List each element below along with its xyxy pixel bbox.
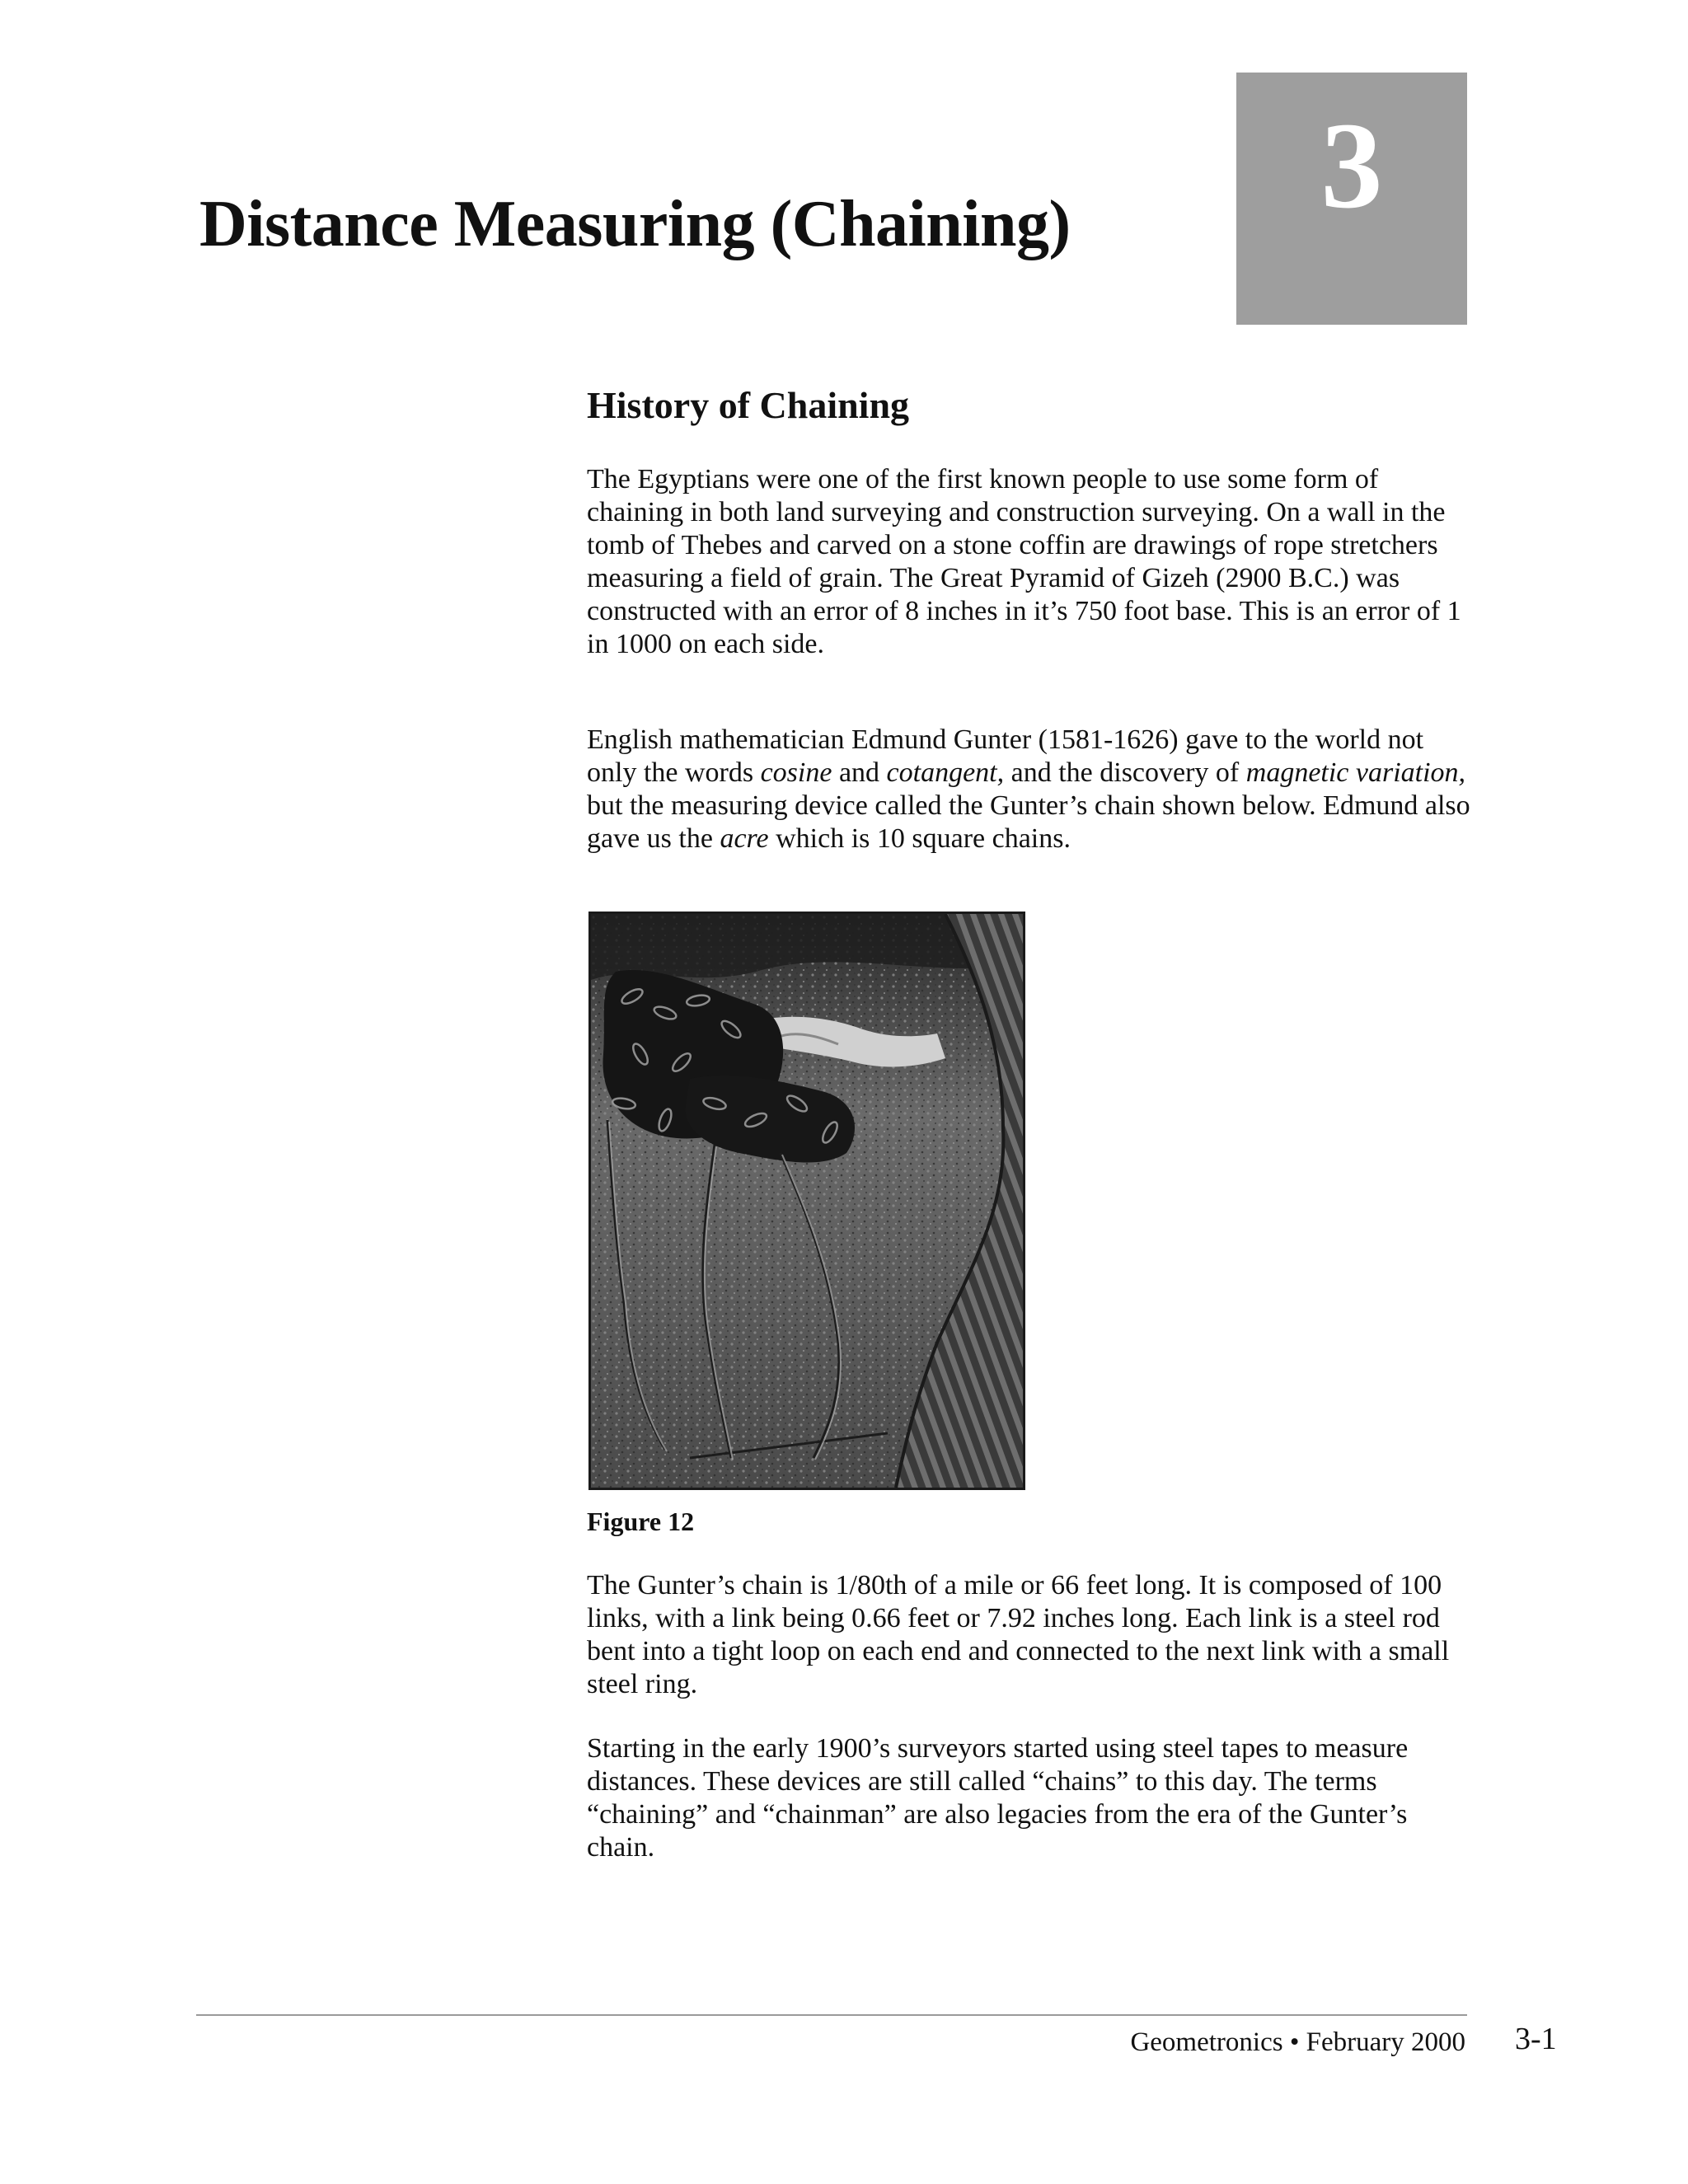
gunter-text-b: and <box>832 757 887 788</box>
figure-caption: Figure 12 <box>587 1507 695 1536</box>
chapter-number-box <box>1236 73 1467 325</box>
footer-divider <box>196 2014 1467 2016</box>
paragraph-egyptians: The Egyptians were one of the first known people to use some form of chaining in both land surveying and construction surveying. On a wall in the tomb of Thebes and carved on a stone coffin are drawings of rope stretchers measuring a field of grain. The Great Pyramid of Gizeh (2900 B.C.) was constructed with an error of 8 inches in it’s 750 foot base. This is an error of 1 in 1000 on each side. <box>587 464 1461 659</box>
term-cotangent: cotangent, <box>886 757 1005 788</box>
gunter-text-e: which is 10 square chains. <box>768 823 1071 854</box>
footer-publication: Geometronics • February 2000 <box>1130 2027 1465 2057</box>
page-number: 3-1 <box>1515 2022 1557 2056</box>
chapter-title: Distance Measuring (Chaining) <box>199 188 1071 260</box>
gunter-text-c: and the discovery of <box>1004 757 1246 788</box>
gunter-text-d: but the measuring device called the Gunter’s chain shown below. Edmund also gave us the <box>587 790 1470 854</box>
term-magnetic-variation: magnetic variation, <box>1245 757 1466 788</box>
figure-gunters-chain-photo <box>588 912 1025 1490</box>
paragraph-chain-length: The Gunter’s chain is 1/80th of a mile or 66 feet long. It is composed of 100 links, with a link being 0.66 feet or 7.92 inches long. Each link is a steel rod bent into a tight loop on each end and connected to the next link with a small steel ring. <box>587 1570 1450 1699</box>
gunter-text-a: English mathematician Edmund Gunter (1581-1626) gave to the world not only the words <box>587 724 1424 788</box>
section-heading: History of Chaining <box>587 384 910 426</box>
chain-photo-illustration <box>591 914 1023 1488</box>
term-acre: acre <box>720 823 769 854</box>
term-cosine: cosine <box>760 757 832 788</box>
chapter-number: 3 <box>1320 97 1383 234</box>
paragraph-steel-tapes: Starting in the early 1900’s surveyors started using steel tapes to measure distances. These devices are still called “chains” to this day. The terms “chaining” and “chainman” are also legacies from the era of the Gunter’s chain. <box>587 1733 1409 1863</box>
paragraph-gunter <box>587 724 1477 855</box>
